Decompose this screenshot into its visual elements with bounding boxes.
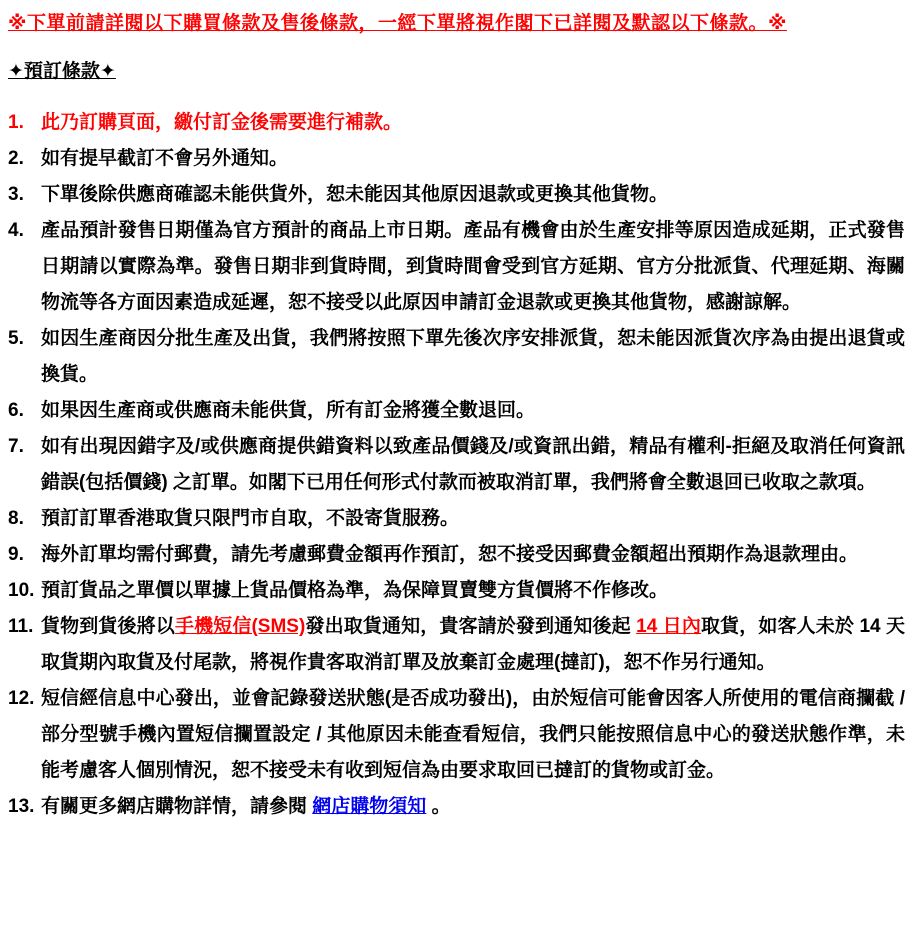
term-text bbox=[41, 393, 905, 429]
term-segment: 海外訂單均需付郵費，請先考慮郵費金額再作預訂，恕不接受因郵費金額超出預期作為退款理由。 bbox=[41, 544, 859, 565]
term-segment: 預訂訂單香港取貨只限門市自取，不設寄貨服務。 bbox=[41, 508, 460, 529]
term-segment: 產品預計發售日期僅為官方預計的商品上市日期。產品有機會由於生產安排等原因造成延期，正式發售日期請以實際為準。發售日期非到貨時間，到貨時間會受到官方延期、官方分批派貨、代理延期、海關物流等各方面因素造成延遲，恕不接受以此原因申請訂金退款或更換其他貨物，感謝諒解。 bbox=[41, 220, 905, 313]
term-number: 3. bbox=[8, 184, 24, 205]
term-item-11 bbox=[8, 609, 905, 681]
term-text bbox=[41, 105, 905, 141]
term-number: 6. bbox=[8, 400, 24, 421]
term-text bbox=[41, 789, 905, 825]
term-item-13 bbox=[8, 789, 905, 825]
term-segment: 如有提早截訂不會另外通知。 bbox=[41, 148, 289, 169]
term-number: 10. bbox=[8, 580, 35, 601]
term-segment: 短信經信息中心發出，並會記錄發送狀態(是否成功發出)，由於短信可能會因客人所使用的電信商攔截 / 部分型號手機內置短信攔置設定 / 其他原因未能查看短信，我們只能按照信息中心的發送狀態作準，未能考慮客人個別情況，恕不接受未有收到短信為由要求取回已撻訂的貨物或訂金。 bbox=[41, 688, 905, 781]
terms-list bbox=[8, 105, 905, 825]
term-item-5 bbox=[8, 321, 905, 393]
term-item-4 bbox=[8, 213, 905, 321]
highlighted-term-text: 14 日內 bbox=[636, 616, 701, 637]
term-text bbox=[41, 141, 905, 177]
term-segment: 如果因生產商或供應商未能供貨，所有訂金將獲全數退回。 bbox=[41, 400, 536, 421]
term-item-8 bbox=[8, 501, 905, 537]
term-item-1 bbox=[8, 105, 905, 141]
shop-guide-link[interactable]: 網店購物須知 bbox=[312, 796, 427, 817]
term-number: 12. bbox=[8, 688, 35, 709]
highlighted-term-text: 手機短信(SMS) bbox=[174, 616, 306, 637]
term-text bbox=[41, 573, 905, 609]
term-number: 13. bbox=[8, 796, 35, 817]
term-number: 5. bbox=[8, 328, 24, 349]
term-item-7 bbox=[8, 429, 905, 501]
term-text bbox=[41, 321, 905, 393]
term-text bbox=[41, 429, 905, 501]
section-title-row bbox=[8, 59, 905, 85]
term-number: 4. bbox=[8, 220, 24, 241]
term-segment: 發出取貨通知，貴客請於發到通知後起 bbox=[305, 616, 637, 637]
term-item-6 bbox=[8, 393, 905, 429]
term-text bbox=[41, 681, 905, 789]
term-text bbox=[41, 537, 905, 573]
term-number: 2. bbox=[8, 148, 24, 169]
term-item-12 bbox=[8, 681, 905, 789]
section-title: ✦預訂條款✦ bbox=[8, 61, 116, 82]
term-item-9 bbox=[8, 537, 905, 573]
term-segment: 取貨，如客人未於 14 天取貨期內取貨及付尾款，將視作貴客取消訂單及放棄訂金處理(撻訂)，恕不作另行通知。 bbox=[41, 616, 905, 673]
term-segment: 此乃訂購頁面，繳付訂金後需要進行補款。 bbox=[41, 112, 403, 133]
term-segment: 貨物到貨後將以 bbox=[41, 616, 175, 637]
term-number: 7. bbox=[8, 436, 24, 457]
term-number: 1. bbox=[8, 112, 24, 133]
term-text bbox=[41, 213, 905, 321]
term-segment: 。 bbox=[426, 796, 451, 817]
term-text bbox=[41, 177, 905, 213]
term-text bbox=[41, 609, 905, 681]
pre-order-warning-notice: ※下單前請詳閱以下購買條款及售後條款，一經下單將視作閣下已詳閱及默認以下條款。※ bbox=[8, 13, 787, 34]
term-item-3 bbox=[8, 177, 905, 213]
term-segment: 預訂貨品之單價以單據上貨品價格為準，為保障買賣雙方貨價將不作修改。 bbox=[41, 580, 669, 601]
term-segment: 如因生產商因分批生產及出貨，我們將按照下單先後次序安排派貨，恕未能因派貨次序為由提出退貨或換貨。 bbox=[41, 328, 905, 385]
term-number: 11. bbox=[8, 616, 34, 637]
term-segment: 下單後除供應商確認未能供貨外，恕未能因其他原因退款或更換其他貨物。 bbox=[41, 184, 669, 205]
term-segment: 如有出現因錯字及/或供應商提供錯資料以致產品價錢及/或資訊出錯，精品有權利-拒絕及取消任何資訊錯誤(包括價錢) 之訂單。如閣下已用任何形式付款而被取消訂單，我們將會全數退回已收取之款項。 bbox=[41, 436, 905, 493]
term-item-2 bbox=[8, 141, 905, 177]
term-segment: 有關更多網店購物詳情，請參閱 bbox=[41, 796, 313, 817]
term-text bbox=[41, 501, 905, 537]
term-item-10 bbox=[8, 573, 905, 609]
term-number: 9. bbox=[8, 544, 24, 565]
term-number: 8. bbox=[8, 508, 24, 529]
